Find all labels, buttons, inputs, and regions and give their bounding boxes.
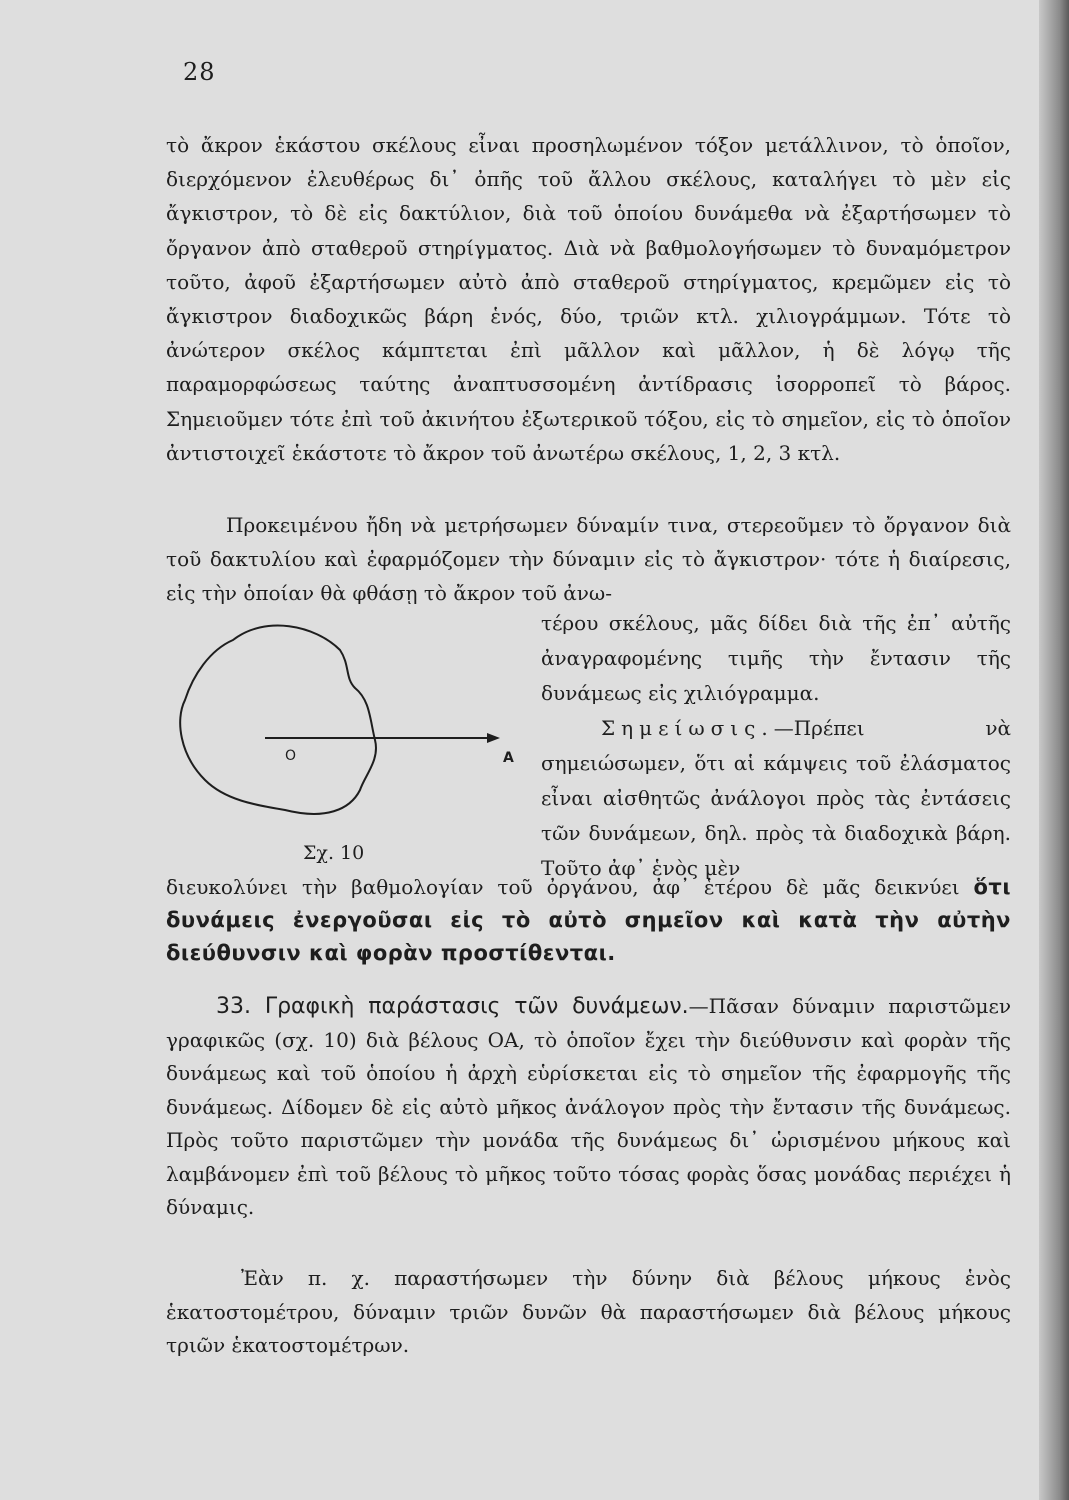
force-diagram — [165, 610, 535, 880]
paragraph-2 — [166, 508, 1011, 611]
end-label: A — [503, 750, 514, 766]
figure-caption: Σχ. 10 — [303, 842, 365, 864]
paragraph-1 — [166, 128, 1011, 470]
note — [541, 711, 1011, 886]
note-continuation — [166, 871, 1011, 970]
section-text: —Πᾶσαν δύναμιν παριστῶμεν γραφικῶς (σχ. 10) διὰ βέλους ΟΑ, τὸ ὁποῖον ἔχει τὴν διεύθυνσιν καὶ φορὰν τῆς δυνάμεως καὶ τοῦ ὁποίου ἡ ἀρχὴ εὑρίσκεται εἰς τὸ σημεῖον τῆς ἐφαρμογῆς τῆς δυνάμεως. Δίδομεν δὲ εἰς αὐτὸ μῆκος ἀνάλογον πρὸς τὴν ἔντασιν τῆς δυνάμεως. Πρὸς τοῦτο παριστῶμεν τὴν μονάδα τῆς δυνάμεως δι᾽ ὡρισμένου μήκους καὶ λαμβάνομεν ἐπὶ τοῦ βέλους τὸ μῆκος τοῦτο τόσας φορὰς ὅσας μονάδας περιέχει ἡ δύναμις. — [166, 994, 1011, 1219]
force-arrow-head — [487, 733, 500, 743]
note-continued-text: διευκολύνει τὴν βαθμολογίαν τοῦ ὀργάνου, ἀφ᾽ ἑτέρου δὲ μᾶς δεικνύει — [166, 875, 960, 899]
origin-label: O — [285, 748, 297, 764]
final-paragraph: Ἐὰν π. χ. παραστήσωμεν τὴν δύνην διὰ βέλους μήκους ἑνὸς ἑκατοστομέτρου, δύναμιν τριῶν δυνῶν θὰ παραστήσωμεν διὰ βέλους μήκους τριῶν ἑκατοστομέτρων. — [166, 1266, 1011, 1357]
note-label: Σημείωσις. — [601, 716, 774, 740]
wrapped-text — [541, 606, 1011, 886]
paragraph-2-text: Προκειμένου ἤδη νὰ μετρήσωμεν δύναμίν τινα, στερεοῦμεν τὸ ὄργανον διὰ τοῦ δακτυλίου καὶ ἐφαρμόζομεν τὴν δύναμιν εἰς τὸ ἄγκιστρον· τότε ἡ διαίρεσις, εἰς τὴν ὁποίαν θὰ φθάσῃ τὸ ἄκρον τοῦ ἀνω- — [166, 513, 1011, 606]
figure-10 — [165, 610, 535, 880]
section-33 — [166, 990, 1011, 1225]
section-33-paragraph — [166, 990, 1011, 1225]
bold-statement: ὅτι δυνάμεις ἐνεργοῦσαι εἰς τὸ αὐτὸ σημεῖον καὶ κατὰ τὴν αὐτὴν διεύθυνσιν καὶ φορὰν προστίθενται. — [166, 875, 1011, 965]
body-outline — [180, 626, 376, 814]
paragraph-1-text: τὸ ἄκρον ἑκάστου σκέλους εἶναι προσηλωμένον τόξον μετάλλινον, τὸ ὁποῖον, διερχόμενον ἐλευθέρως δι᾽ ὀπῆς τοῦ ἄλλου σκέλους, καταλήγει τὸ μὲν εἰς ἄγκιστρον, τὸ δὲ εἰς δακτύλιον, διὰ τοῦ ὁποίου δυνάμεθα νὰ ἐξαρτήσωμεν τὸ ὄργανον ἀπὸ σταθεροῦ στηρίγματος. Διὰ νὰ βαθμολογήσωμεν τὸ δυναμόμετρον τοῦτο, ἀφοῦ ἐξαρτήσωμεν αὐτὸ ἀπὸ σταθεροῦ στηρίγματος, κρεμῶμεν εἰς τὸ ἄγκιστρον διαδοχικῶς βάρη ἑνός, δύο, τριῶν κτλ. χιλιογράμμων. Τότε τὸ ἀνώτερον σκέλος κάμπτεται ἐπὶ μᾶλλον καὶ μᾶλλον, ἡ δὲ λόγῳ τῆς παραμορφώσεως ταύτης ἀναπτυσσομένη ἀντίδρασις ἰσορροπεῖ τὸ βάρος. Σημειοῦμεν τότε ἐπὶ τοῦ ἀκινήτου ἐξωτερικοῦ τόξου, εἰς τὸ σημεῖον, εἰς τὸ ὁποῖον ἀντιστοιχεῖ ἑκάστοτε τὸ ἄκρον τοῦ ἀνωτέρω σκέλους, 1, 2, 3 κτλ. — [166, 133, 1011, 465]
note-text: —Πρέπει νὰ σημειώσωμεν, ὅτι αἱ κάμψεις τοῦ ἐλάσματος εἶναι αἰσθητῶς ἀνάλογοι πρὸς τὰς ἐντάσεις τῶν δυνάμεων, δηλ. πρὸς τὰ διαδοχικὰ βάρη. Τοῦτο ἀφ᾽ ἑνὸς μὲν — [541, 716, 1011, 880]
page-edge-shadow — [1039, 0, 1069, 1500]
section-title: 33. Γραφικὴ παράστασις τῶν δυνάμεων. — [216, 994, 689, 1019]
page-number: 28 — [183, 58, 216, 86]
wrapped-paragraph: τέρου σκέλους, μᾶς δίδει διὰ τῆς ἐπ᾽ αὐτῆς ἀναγραφομένης τιμῆς τὴν ἔντασιν τῆς δυνάμεως εἰς χιλιόγραμμα. — [541, 611, 1011, 705]
